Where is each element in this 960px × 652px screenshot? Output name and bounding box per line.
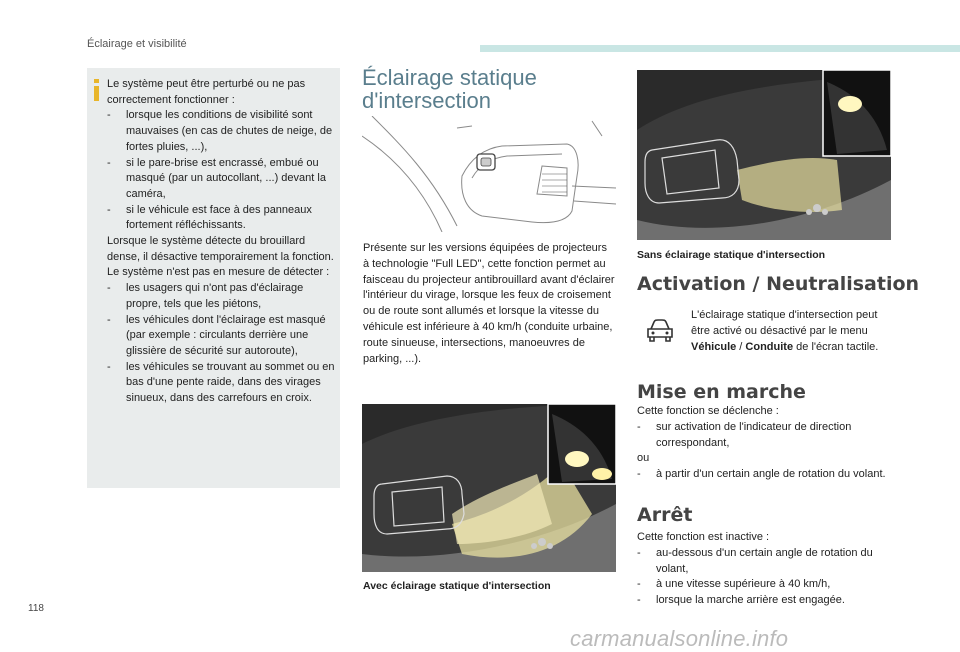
mise-en-marche-text: Cette fonction se déclenche : - sur activation de l'indicateur de direction correspondant, ou - à partir d'un certain angle de rotation du volant. (637, 404, 887, 483)
list-item: - les usagers qui n'ont pas d'éclairage propre, tels que les piétons, (107, 282, 304, 310)
header-accent-bar (480, 45, 960, 52)
list-item: - lorsque les conditions de visibilité sont mauvaises (en cas de chutes de neige, de fortes pluies, ...), (107, 109, 333, 153)
list-item: - sur activation de l'indicateur de direction correspondant, (637, 420, 852, 449)
caption-without: Sans éclairage statique d'intersection (637, 249, 826, 261)
info-icon (94, 79, 99, 101)
activation-text: L'éclairage statique d'intersection peut être activé ou désactivé par le menu Véhicule / Conduite de l'écran tactile. (691, 309, 879, 353)
info-intro: Le système peut être perturbé ou ne pas correctement fonctionner : (107, 78, 306, 106)
info-para-detect: Le système n'est pas en mesure de détecter : (107, 266, 330, 279)
list-item: - si le véhicule est face à des panneaux fortement réfléchissants. (107, 203, 312, 232)
page-title: Éclairage statique d'intersection (362, 65, 537, 113)
info-para-fog: Lorsque le système détecte du brouillard dense, il désactive temporairement la fonction. (107, 235, 334, 263)
page-number: 118 (28, 603, 44, 614)
list-item: - les véhicules se trouvant au sommet ou en bas d'une pente raide, dans des virages sinueux, dans des carrefours en croix. (107, 360, 335, 405)
section-label: Éclairage et visibilité (87, 38, 187, 50)
list-item: - lorsque la marche arrière est engagée. (637, 594, 845, 607)
list-item: - au-dessous d'un certain angle de rotation du volant, (637, 546, 873, 575)
menu-conduite: Conduite (745, 341, 794, 353)
list-item: - les véhicules dont l'éclairage est masqué (par exemple : circulants derrière une glissière de sécurité sur autoroute), (107, 313, 326, 357)
watermark: carmanualsonline.info (570, 626, 789, 651)
arret-text: Cette fonction est inactive : - au-dessous d'un certain angle de rotation du volant, - à une vitesse supérieure à 40 km/h, - lorsque la marche arrière est engagée. (637, 530, 887, 609)
with-intersection-lighting-illustration (362, 404, 616, 572)
heading-mise-en-marche: Mise en marche (637, 381, 806, 403)
heading-activation: Activation / Neutralisation (637, 273, 920, 295)
info-text (107, 77, 337, 407)
menu-vehicule: Véhicule (691, 341, 737, 353)
without-intersection-lighting-illustration (637, 70, 891, 240)
intro-paragraph: Présente sur les versions équipées de projecteurs à technologie "Full LED", cette fonction permet au faisceau du projecteur antibrouillard avant d'éclairer l'intérieur du virage, lorsque les feux de croisement ou de route sont allumés et lorsque la vitesse du véhicule est inférieure à 40 km/h (conduite urbaine, route sinueuse, intersections, manoeuvres de parking, ...). (363, 242, 615, 365)
list-item: - à partir d'un certain angle de rotation du volant. (637, 468, 886, 481)
list-item: - à une vitesse supérieure à 40 km/h, (637, 578, 831, 591)
heading-arret: Arrêt (637, 504, 693, 526)
caption-with: Avec éclairage statique d'intersection (363, 580, 551, 592)
headlamp-illustration (362, 116, 616, 232)
list-item: - si le pare-brise est encrassé, embué ou masqué (par un autocollant, ...) devant la caméra, (107, 156, 326, 200)
car-icon (645, 316, 675, 344)
